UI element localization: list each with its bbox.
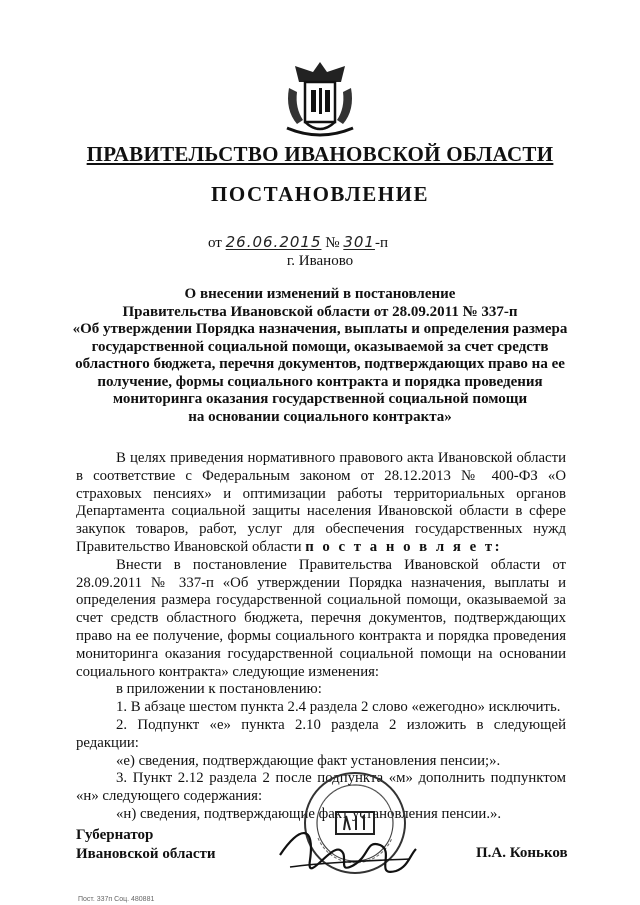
document-type: ПОСТАНОВЛЕНИЕ: [211, 182, 429, 206]
coat-of-arms-icon: [283, 58, 357, 138]
subject-line: О внесении изменений в постановление: [184, 286, 456, 302]
paragraph-item-2: 2. Подпункт «е» пункта 2.10 раздела 2 изложить в следующей редакции:: [76, 716, 566, 751]
preamble-paragraph: [76, 450, 566, 557]
city: г. Иваново: [286, 253, 354, 269]
paragraph-item-1: 1. В абзаце шестом пункта 2.4 раздела 2 слово «ежегодно» исключить.: [116, 699, 561, 716]
resolves-word: п о с т а н о в л я е т:: [305, 538, 503, 555]
subject-line: областного бюджета, перечня документов, подтверждающих право на ее: [75, 356, 565, 372]
signatory-name: П.А. Коньков: [476, 845, 568, 861]
number-suffix: -п: [374, 235, 388, 251]
signatory-position: [76, 826, 216, 864]
footer-note: Пост. 337п Соц. 480881: [78, 896, 155, 903]
government-title: ПРАВИТЕЛЬСТВО ИВАНОВСКОЙ ОБЛАСТИ: [86, 142, 554, 166]
paragraph-item-3: 3. Пункт 2.12 раздела 2 после подпункта «м» дополнить подпунктом «н» следующего содержания:: [76, 770, 566, 805]
handwritten-signature-icon: [270, 815, 420, 890]
subject-line: Правительства Ивановской области от 28.09.2011 № 337-п: [122, 303, 518, 320]
subject-line: получение, формы социального контракта и порядка проведения: [97, 373, 543, 390]
subject-line: «Об утверждении Порядка назначения, выплаты и определения размера: [72, 321, 568, 337]
signatory-position-line2: Ивановской области: [76, 846, 216, 862]
paragraph-item-3-text: «н) сведения, подтверждающие факт установления пенсии.».: [116, 805, 502, 822]
paragraph-main-change: Внести в постановление Правительства Ивановской области от 28.09.2011 № 337-п «Об утверждении Порядка назначения, выплаты и определения размера государственной социальной помощи, оказываемой за счет средств областного бюджета, перечня документов, подтверждающих право на ее получение, формы социального контракта и порядка проведения мониторинга оказания государственной социальной помощи на основании социального контракта» следующие изменения:: [76, 556, 566, 680]
handwritten-number: 301: [343, 233, 375, 251]
subject-line: мониторинга оказания государственной социальной помощи: [112, 391, 528, 407]
paragraph-item-2-text: «е) сведения, подтверждающие факт установления пенсии;».: [116, 752, 501, 769]
number-sign: №: [325, 235, 340, 251]
subject-line: государственной социальной помощи, оказываемой за счет средств: [91, 338, 549, 355]
preamble-text: В целях приведения нормативного правового акта Ивановской области в соответствие с Федеральным законом от 28.12.2013 № 400-ФЗ «О страховых пенсиях» и оптимизации работы территориальных органов Департамента социальной защиты населения Ивановской области в сфере закупок товаров, работ, услуг для обеспечения государственных нужд Правительство Ивановской области: [76, 450, 566, 555]
subject-line: на основании социального контракта»: [188, 408, 452, 425]
subject-block: [60, 286, 580, 426]
date-number-line: [208, 233, 388, 252]
signatory-position-line1: Губернатор: [76, 827, 154, 843]
handwritten-date: 26.06.2015: [225, 233, 322, 251]
paragraph-annex: в приложении к постановлению:: [116, 681, 322, 698]
date-prefix: от: [208, 235, 222, 251]
